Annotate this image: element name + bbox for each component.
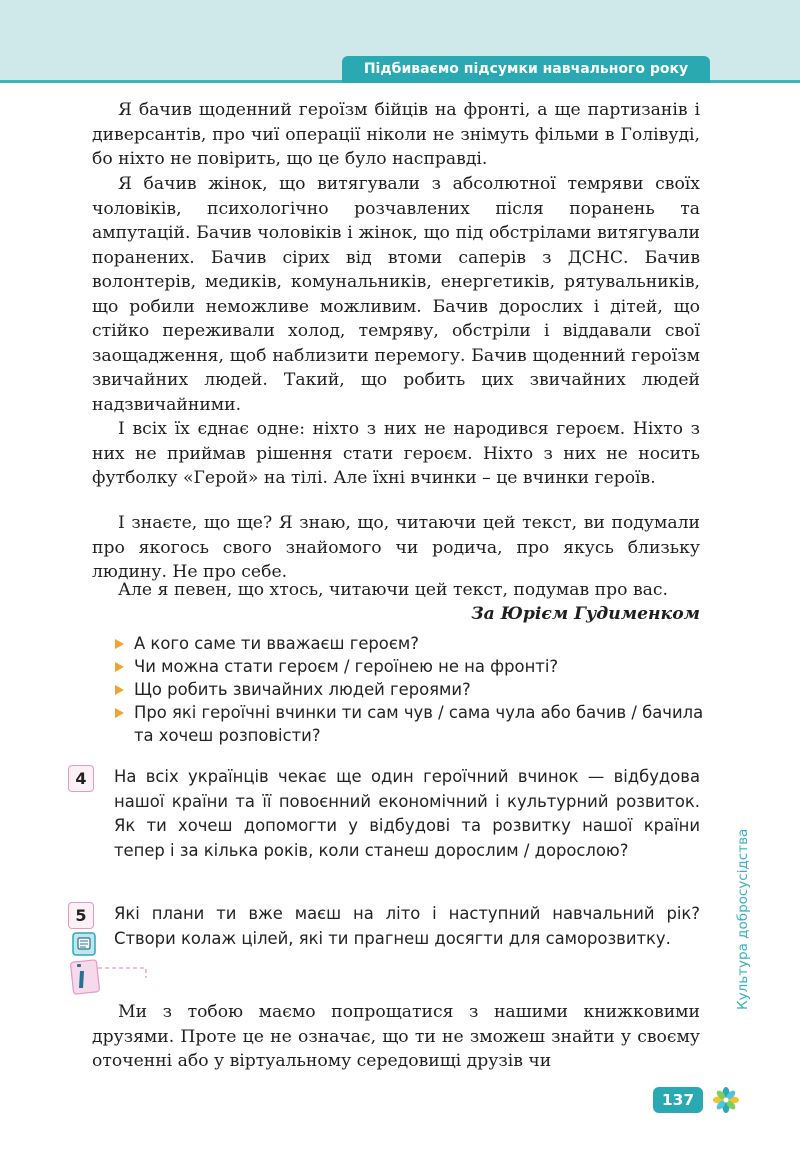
reading-paragraph-1: Я бачив щоденний героїзм бійців на фронті, а ще партизанів і диверсантів, про чиї операції ніколи не знімуть фільми в Голівуді, бо ніхто не повірить, що це було насправді. (92, 100, 700, 169)
task-text: На всіх українців чекає ще один героїчний вчинок — відбудова нашої країни та її повоєнний економічний і культурний розвиток. Як ти хочеш допомогти у відбудові та розвитку нашої країни тепер і за кілька років, коли станеш дорослим / дорослою? (114, 767, 700, 860)
question-text: Що робить звичайних людей героями? (134, 680, 471, 699)
notepad-icon (70, 930, 100, 958)
question-list (114, 632, 704, 747)
task-number-badge: 4 (68, 765, 94, 792)
reading-paragraph-4: І знаєте, що ще? Я знаю, що, читаючи цей текст, ви подумали про якогось свого знайомого чи родича, про якусь близьку людину. Не про себе. (92, 513, 700, 582)
chapter-title: Підбиваємо підсумки навчального року (342, 56, 710, 83)
task-text: Які плани ти вже маєш на літо і наступний навчальний рік? Створи колаж цілей, які ти прагнеш досягти для саморозвитку. (114, 904, 700, 948)
flower-icon (712, 1086, 740, 1114)
closing-paragraph: Ми з тобою маємо попрощатися з нашими книжковими друзями. Проте це не означає, що ти не зможеш знайти у своєму оточенні або у віртуальному середовищі друзів чи (92, 1002, 700, 1071)
page-number: 137 (653, 1087, 703, 1113)
list-item (114, 632, 704, 655)
info-icon (70, 958, 150, 998)
task-number-badge: 5 (68, 902, 94, 929)
bullet-triangle-icon (115, 662, 124, 672)
list-item (114, 701, 704, 747)
author-attribution: За Юрієм Гудименком (471, 604, 700, 624)
list-item (114, 678, 704, 701)
list-item (114, 655, 704, 678)
reading-paragraph-5: Але я певен, що хтось, читаючи цей текст, подумав про вас. (118, 580, 668, 600)
side-caption: Культура добросусідства (735, 828, 751, 1010)
question-text: А кого саме ти вважаєш героєм? (134, 634, 419, 653)
bullet-triangle-icon (115, 685, 124, 695)
reading-paragraph-3: І всіх їх єднає одне: ніхто з них не народився героєм. Ніхто з них не приймав рішення стати героєм. Ніхто з них не носить футболку «Герой» на тілі. Але їхні вчинки – це вчинки героїв. (92, 419, 700, 488)
reading-paragraph-2: Я бачив жінок, що витягували з абсолютної темряви своїх чоловіків, психологічно розчавлених після поранень та ампутацій. Бачив чоловіків і жінок, що під обстрілами витягували поранених. Бачив сірих від втоми саперів з ДСНС. Бачив волонтерів, медиків, комунальників, енергетиків, рятувальників, що робили неможливе можливим. Бачив дорослих і дітей, що стійко переживали холод, темряву, обстріли і віддавали свої заощадження, щоб наблизити перемогу. Бачив щоденний героїзм звичайних людей. Такий, що робить цих звичайних людей надзвичайними. (92, 174, 700, 415)
question-text: Чи можна стати героєм / героїнею не на фронті? (134, 657, 559, 676)
bullet-triangle-icon (115, 708, 124, 718)
bullet-triangle-icon (115, 639, 124, 649)
question-text: Про які героїчні вчинки ти сам чув / сама чула або бачив / бачила та хочеш розповісти? (134, 703, 704, 745)
